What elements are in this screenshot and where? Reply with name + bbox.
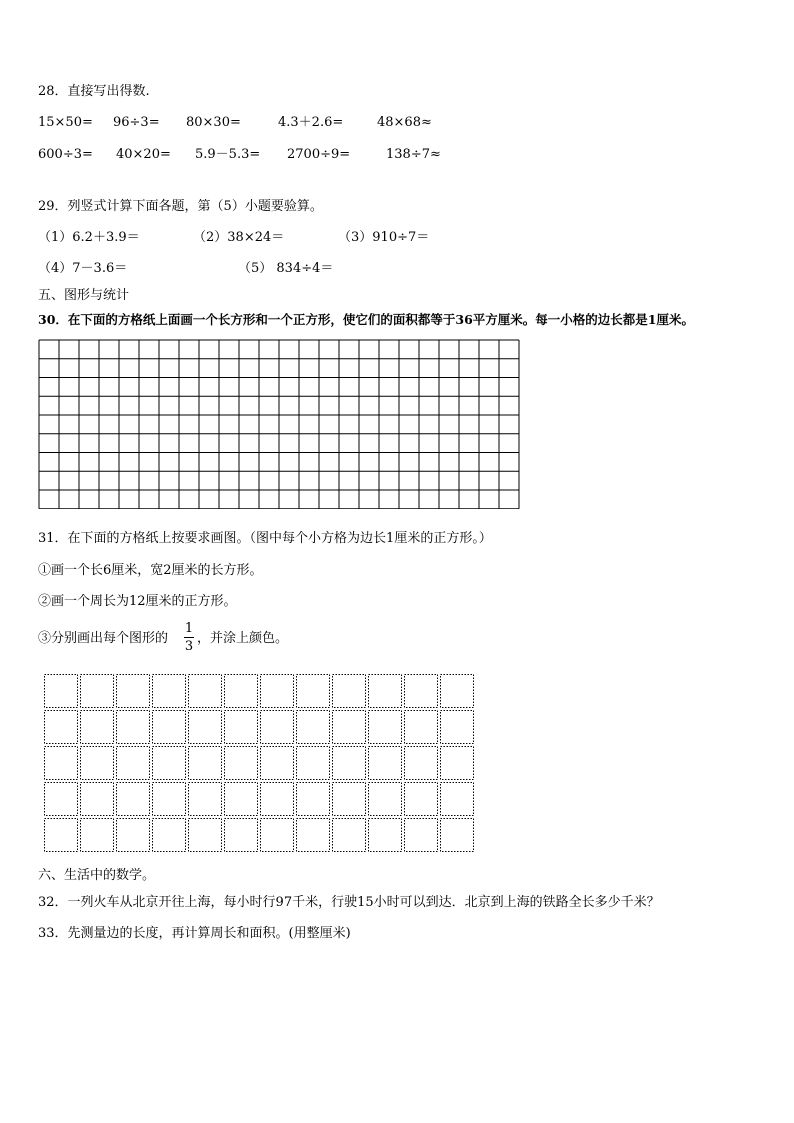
grid-cell	[189, 675, 222, 708]
q28-expr: 40×20=	[116, 147, 171, 162]
grid-cell	[225, 675, 258, 708]
grid-cell	[441, 675, 474, 708]
grid-cell	[81, 711, 114, 744]
q31-item3-tail: ，并涂上颜色。	[197, 631, 289, 646]
q28-expr: 2700÷9=	[287, 147, 351, 162]
q28-expr: 48×68≈	[377, 115, 432, 130]
q31-item2: ②画一个周长为12厘米的正方形。	[38, 594, 237, 609]
grid-cell	[225, 783, 258, 816]
grid-cell	[333, 783, 366, 816]
q29-title: 29．列竖式计算下面各题，第（5）小题要验算。	[38, 199, 323, 214]
grid-cell	[153, 819, 186, 852]
grid-cell	[369, 747, 402, 780]
grid-cell	[297, 711, 330, 744]
grid-cell	[81, 783, 114, 816]
q28-expr: 96÷3=	[113, 115, 160, 130]
fraction-denominator: 3	[184, 639, 194, 654]
grid-cell	[405, 747, 438, 780]
grid-cell	[261, 711, 294, 744]
grid-cell	[333, 819, 366, 852]
square-grid	[38, 339, 520, 509]
grid-cell	[45, 783, 78, 816]
fraction-numerator: 1	[184, 621, 194, 636]
grid-cell	[81, 747, 114, 780]
grid-cell	[369, 783, 402, 816]
q31-item3-text: ③分别画出每个图形的	[38, 631, 169, 646]
q28-expr: 4.3＋2.6=	[278, 115, 344, 130]
grid-cell	[441, 711, 474, 744]
grid-cell	[441, 819, 474, 852]
q29-item: （3）910÷7＝	[338, 230, 430, 245]
grid-cell	[117, 747, 150, 780]
grid-cell	[189, 747, 222, 780]
grid-cell	[153, 675, 186, 708]
grid-cell	[117, 711, 150, 744]
grid-cell	[261, 783, 294, 816]
grid-cell	[369, 819, 402, 852]
grid-cell	[81, 675, 114, 708]
grid-cell	[369, 711, 402, 744]
grid-cell	[405, 783, 438, 816]
grid-cell	[225, 819, 258, 852]
grid-cell	[81, 819, 114, 852]
section-heading: 六、生活中的数学。	[38, 868, 156, 883]
grid-cell	[297, 747, 330, 780]
q29-item: （5） 834÷4＝	[238, 261, 334, 276]
grid-cell	[261, 747, 294, 780]
grid-cell	[117, 819, 150, 852]
grid-cell	[153, 747, 186, 780]
q31-title: 31．在下面的方格纸上按要求画图。（图中每个小方格为边长1厘米的正方形。）	[38, 531, 492, 546]
grid-cell	[45, 819, 78, 852]
grid-cell	[441, 747, 474, 780]
q28-expr: 138÷7≈	[386, 147, 441, 162]
grid-cell	[369, 675, 402, 708]
grid-cell	[333, 747, 366, 780]
grid-cell	[405, 711, 438, 744]
grid-cell	[441, 783, 474, 816]
grid-cell	[189, 711, 222, 744]
grid-cell	[333, 675, 366, 708]
grid-cell	[153, 783, 186, 816]
grid-cell	[405, 819, 438, 852]
section-heading: 五、图形与统计	[38, 288, 130, 303]
q29-item: （4）7－3.6＝	[38, 261, 128, 276]
grid-cell	[297, 819, 330, 852]
grid-cell	[297, 675, 330, 708]
q28-title: 28．直接写出得数.	[38, 84, 150, 99]
grid-cell	[261, 675, 294, 708]
grid-cell	[153, 711, 186, 744]
q29-item: （1）6.2＋3.9＝	[38, 230, 140, 245]
q28-expr: 600÷3=	[38, 147, 93, 162]
grid-cell	[297, 783, 330, 816]
q28-expr: 80×30=	[186, 115, 241, 130]
q33-text: 33．先测量边的长度，再计算周长和面积。(用整厘米)	[38, 926, 351, 941]
grid-cell	[189, 819, 222, 852]
q29-item: （2）38×24＝	[193, 230, 285, 245]
grid-cell	[117, 783, 150, 816]
q31-item1: ①画一个长6厘米，宽2厘米的长方形。	[38, 563, 263, 578]
fraction-bar	[184, 637, 194, 638]
q28-expr: 15×50=	[38, 115, 93, 130]
grid-cell	[261, 819, 294, 852]
dotted-square-grid	[42, 672, 476, 854]
q30-title: 30．在下面的方格纸上面画一个长方形和一个正方形，使它们的面积都等于36平方厘米。每一小格的边长都是1厘米。	[38, 312, 694, 327]
grid-cell	[45, 711, 78, 744]
grid-cell	[45, 675, 78, 708]
grid-cell	[117, 675, 150, 708]
grid-cell	[189, 783, 222, 816]
grid-cell	[45, 747, 78, 780]
grid-cell	[225, 747, 258, 780]
grid-cell	[225, 711, 258, 744]
q32-text: 32．一列火车从北京开往上海，每小时行97千米，行驶15小时可以到达．北京到上海的铁路全长多少千米？	[38, 895, 660, 910]
q28-expr: 5.9－5.3=	[195, 147, 261, 162]
grid-cell	[405, 675, 438, 708]
grid-cell	[333, 711, 366, 744]
